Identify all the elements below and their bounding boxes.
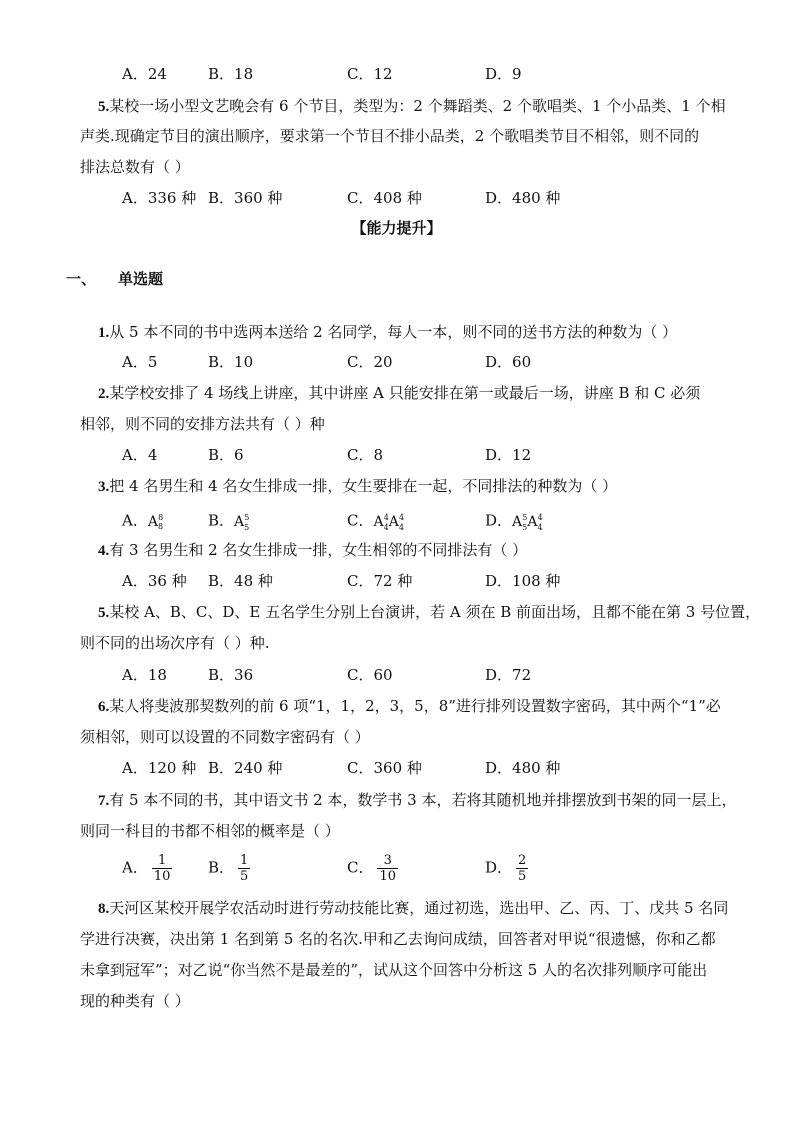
denominator: 10	[379, 869, 397, 884]
question-line: 从 5 本不同的书中选两本送给 2 名同学，每人一本，则不同的送书方法的种数为（ ）	[109, 323, 678, 341]
option-d: D．480 种	[485, 189, 561, 207]
denominator: 10	[153, 869, 171, 884]
question-text	[98, 96, 726, 117]
question-line: 相邻，则不同的安排方法共有（ ）种	[80, 415, 325, 433]
option-b: B．48 种	[208, 572, 273, 590]
denominator: 5	[518, 869, 527, 884]
option-b	[208, 508, 249, 537]
denominator: 5	[240, 869, 249, 884]
option-label: C．	[347, 511, 374, 530]
question-number: 5.	[98, 99, 110, 115]
option-label: A．	[122, 858, 148, 877]
option-a: A．36 种	[122, 572, 187, 590]
option-a: A．5	[122, 353, 158, 371]
option-b: B．36	[208, 666, 254, 684]
numerator: 3	[377, 853, 398, 869]
option-c: C．20	[347, 353, 393, 371]
question-line: 某校一场小型文艺晚会有 6 个节目，类型为：2 个舞蹈类、2 个歌唱类、1 个小品类、1 个相	[109, 97, 726, 115]
option-label: B．	[208, 858, 235, 877]
question-text	[98, 476, 617, 497]
question-line: 天河区某校开展学农活动时进行劳动技能比赛，通过初选，选出甲、乙、丙、丁、戊共 5 名同	[109, 899, 729, 917]
question-number: 2.	[98, 386, 110, 402]
option-a	[122, 508, 163, 537]
option-label: B．	[208, 511, 235, 530]
question-line: 须相邻，则可以设置的不同数字密码有（ ）	[80, 728, 370, 746]
question-line: 某学校安排了 4 场线上讲座，其中讲座 A 只能安排在第一或最后一场，讲座 B 和 C 必须	[109, 384, 701, 402]
option-label: D．	[485, 858, 513, 877]
option-label: A．	[122, 511, 148, 530]
permutation-symbol: $A_8^8$	[147, 513, 164, 532]
fraction	[238, 853, 250, 884]
option-c: C．60	[347, 666, 393, 684]
question-line: 某校 A、B、C、D、E 五名学生分别上台演讲，若 A 须在 B 前面出场，且都不能在第 3 号位置，	[109, 603, 761, 621]
option-b: B．6	[208, 446, 244, 464]
question-number: 6.	[98, 699, 110, 715]
question-text	[98, 790, 737, 811]
option-b: B．240 种	[208, 759, 283, 777]
option-a: A．4	[122, 446, 158, 464]
question-number: 4.	[98, 543, 110, 559]
fraction	[516, 853, 528, 884]
question-line: 有 3 名男生和 2 名女生排成一排，女生相邻的不同排法有（ ）	[109, 541, 528, 559]
question-line: 学进行决赛，决出第 1 名到第 5 名的名次.甲和乙去询问成绩，回答者对甲说“很遗憾，你和乙都	[80, 930, 716, 948]
question-text	[98, 322, 677, 343]
question-line: 未拿到冠军”；对乙说“你当然不是最差的”，试从这个回答中分析这 5 人的名次排列顺序可能出	[80, 961, 708, 979]
ability-heading: 【能力提升】	[351, 219, 442, 237]
option-c: C．360 种	[347, 759, 422, 777]
option-c	[347, 853, 398, 884]
question-line: 声类.现确定节目的演出顺序，要求第一个节目不排小品类，2 个歌唱类节目不相邻，则不同的	[80, 127, 700, 145]
option-d: D．72	[485, 666, 532, 684]
option-b: B．18	[208, 65, 254, 83]
option-d: D．480 种	[485, 759, 561, 777]
question-text	[98, 898, 728, 919]
option-label: D．	[485, 511, 513, 530]
question-number: 8.	[98, 901, 110, 917]
permutation-symbol: $A_5^5A_4^4$	[512, 513, 543, 532]
question-text	[98, 696, 721, 717]
question-number: 5.	[98, 605, 110, 621]
section-number: 一、	[66, 270, 97, 288]
option-a	[122, 853, 172, 884]
numerator: 2	[518, 853, 527, 868]
option-c: C．72 种	[347, 572, 413, 590]
option-d	[485, 853, 528, 884]
question-number: 1.	[98, 325, 110, 341]
option-c: C．12	[347, 65, 393, 83]
option-d: D．60	[485, 353, 532, 371]
option-a: A．24	[122, 65, 167, 83]
fraction	[377, 853, 398, 884]
question-text	[98, 383, 700, 404]
question-line: 把 4 名男生和 4 名女生排成一排，女生要排在一起，不同排法的种数为（ ）	[109, 477, 618, 495]
option-c: C．8	[347, 446, 384, 464]
section-label: 单选题	[118, 270, 164, 288]
option-b: B．360 种	[208, 189, 283, 207]
numerator: 1	[152, 853, 173, 869]
section-title	[66, 269, 163, 289]
option-a: A．336 种	[122, 189, 197, 207]
permutation-symbol: $A_5^5$	[234, 513, 250, 532]
option-d: D．108 种	[485, 572, 561, 590]
question-number: 7.	[98, 793, 110, 809]
option-b: B．10	[208, 353, 254, 371]
fraction	[152, 853, 173, 884]
question-line: 有 5 本不同的书，其中语文书 2 本，数学书 3 本，若将其随机地并排摆放到书架的同一层上，	[109, 791, 737, 809]
option-b	[208, 853, 250, 884]
question-line: 则不同的出场次序有（ ）种.	[80, 634, 270, 652]
question-line: 某人将斐波那契数列的前 6 项“1，1，2，3，5，8”进行排列设置数字密码，其中两个“1”必	[109, 697, 721, 715]
question-line: 则同一科目的书都不相邻的概率是（ ）	[80, 822, 340, 840]
option-c: C．408 种	[347, 189, 422, 207]
option-c	[347, 508, 404, 537]
question-text	[98, 540, 527, 561]
permutation-symbol: $A_4^4A_4^4$	[373, 513, 405, 532]
option-a: A．18	[122, 666, 167, 684]
option-label: C．	[347, 858, 374, 877]
option-d	[485, 508, 543, 537]
option-d: D．9	[485, 65, 522, 83]
option-d: D．12	[485, 446, 532, 464]
question-line: 现的种类有（ ）	[80, 992, 190, 1010]
question-number: 3.	[98, 479, 110, 495]
question-text	[98, 602, 760, 623]
option-a: A．120 种	[122, 759, 197, 777]
question-line: 排法总数有（ ）	[80, 158, 190, 176]
numerator: 1	[240, 853, 249, 868]
